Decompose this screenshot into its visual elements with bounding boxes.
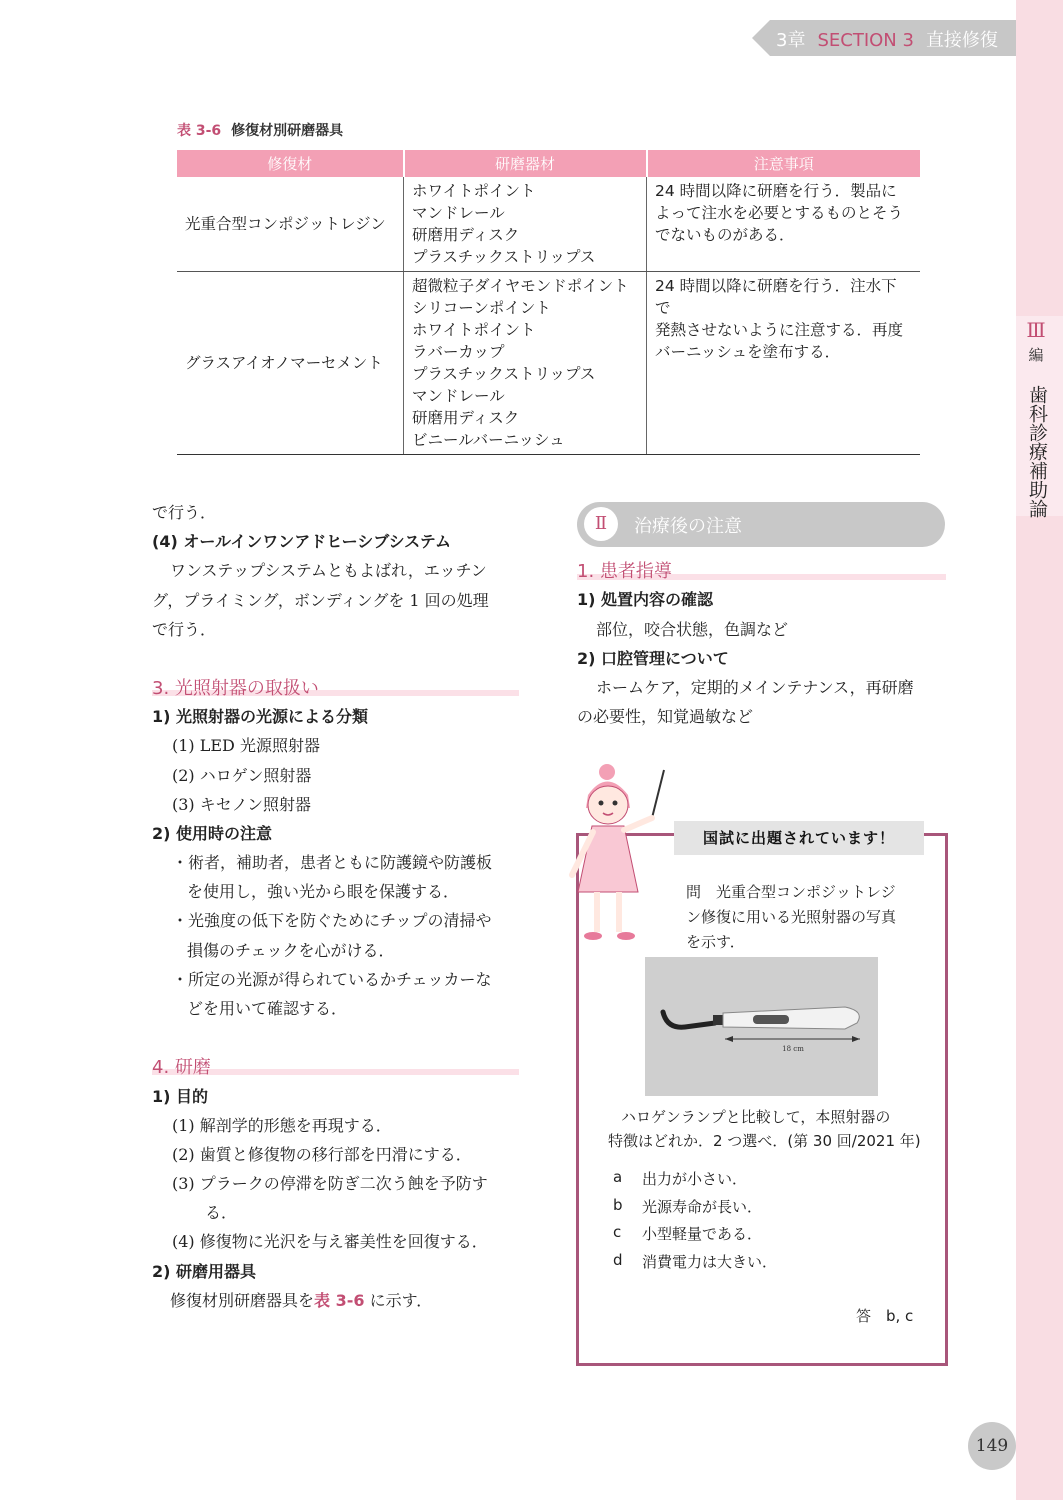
- running-header: [776, 26, 998, 52]
- list-item: ・術者，補助者，患者ともに防護鏡や防護板: [172, 853, 493, 872]
- item4-body-line: グ，プライミング，ボンディングを 1 回の処理: [152, 591, 489, 610]
- note-line: よって注水を必要とするものとそう: [655, 204, 904, 222]
- left-shoe: [584, 932, 602, 940]
- table-row: [177, 272, 920, 455]
- question-line: を示す．: [686, 933, 745, 951]
- table-cell-material: 光重合型コンポジットレジン: [177, 177, 404, 272]
- header-chapter: 3章: [776, 30, 806, 51]
- exam-label: 国試に出題されています！: [674, 821, 924, 855]
- tool-item: 研磨用ディスク: [412, 409, 520, 427]
- page-number: 149: [968, 1422, 1016, 1470]
- light-tip: [663, 1012, 715, 1027]
- list-item: (3) プラークの停滞を防ぎ二次う蝕を予防す: [172, 1174, 488, 1193]
- list-item: (1) LED 光源照射器: [172, 736, 320, 755]
- list-item: 損傷のチェックを心がける．: [187, 941, 395, 960]
- scale-arrowhead-right: [852, 1036, 860, 1042]
- right-sub2-body-line: の必要性，知覚過敏など: [577, 707, 754, 726]
- tool-item: マンドレール: [412, 387, 505, 405]
- question-line: 問 光重合型コンポジットレジ: [686, 883, 896, 901]
- dress: [578, 826, 638, 892]
- body-text: に示す．: [364, 1291, 433, 1310]
- right-sub1-body: 部位，咬合状態，色調など: [596, 620, 789, 639]
- question-line: ン修復に用いる光照射器の写真: [686, 908, 897, 926]
- section2-title: 治療後の注意: [634, 516, 742, 537]
- scale-label: 18 cm: [782, 1045, 804, 1053]
- part-numeral: Ⅲ: [1026, 318, 1046, 342]
- note-line: 24 時間以降に研磨を行う．注水下で: [655, 277, 897, 317]
- pointer-stick: [652, 770, 664, 818]
- table-cell-notes: [647, 272, 921, 455]
- tool-item: マンドレール: [412, 204, 505, 222]
- body-text: 修復材別研磨器具を: [170, 1291, 315, 1310]
- sec3-sub1-title: 1) 光照射器の光源による分類: [152, 707, 369, 726]
- question2-line: 特徴はどれか．2 つ選べ．(第 30 回/2021 年): [608, 1132, 921, 1150]
- nurse-illustration: [560, 760, 680, 950]
- note-line: 24 時間以降に研磨を行う．製品に: [655, 182, 897, 200]
- tool-item: 研磨用ディスク: [412, 226, 520, 244]
- table-cell-tools: [404, 177, 647, 272]
- tool-item: ビニールバーニッシュ: [412, 431, 565, 449]
- option-text: 出力が小さい．: [642, 1170, 748, 1188]
- table-cell-tools: [404, 272, 647, 455]
- answer: 答 b, c: [856, 1307, 914, 1325]
- column-header: 注意事項: [647, 150, 921, 177]
- list-item: (3) キセノン照射器: [172, 795, 311, 814]
- right-sub2-title: 2) 口腔管理について: [577, 649, 729, 668]
- list-item: (4) 修復物に光沢を与え審美性を回復する．: [172, 1232, 488, 1251]
- option-text: 消費電力は大きい．: [642, 1253, 778, 1271]
- section2-numeral: Ⅱ: [584, 507, 618, 541]
- patient-guidance-heading: 1. 患者指導: [577, 561, 672, 582]
- table-cell-material: グラスアイオノマーセメント: [177, 272, 404, 455]
- light-body: [723, 1007, 859, 1029]
- right-shoe: [617, 932, 635, 940]
- right-eye: [613, 801, 618, 806]
- option-key: d: [613, 1251, 623, 1269]
- table-number: 表 3-6: [177, 123, 222, 139]
- side-band: [1016, 0, 1063, 1500]
- note-line: でないものがある．: [655, 226, 795, 244]
- tool-item: ホワイトポイント: [412, 321, 536, 339]
- list-item: ・所定の光源が得られているかチェッカーな: [172, 970, 492, 989]
- list-item: る．: [205, 1203, 238, 1222]
- tool-item: プラスチックストリップス: [412, 365, 596, 383]
- section4-heading: 4. 研磨: [152, 1057, 211, 1078]
- note-line: 発熱させないように注意する．再度: [655, 321, 904, 339]
- tool-item: 超微粒子ダイヤモンドポイント: [412, 277, 629, 295]
- curing-light-drawing: [645, 957, 878, 1096]
- right-sub1-title: 1) 処置内容の確認: [577, 590, 714, 609]
- polishing-tools-table: [177, 150, 920, 455]
- right-leg: [616, 892, 622, 932]
- right-arm: [624, 818, 652, 830]
- option-key: a: [613, 1168, 623, 1186]
- part-suffix: 編: [1028, 346, 1044, 364]
- table-header-row: [177, 150, 920, 177]
- item4-body-line: ワンステップシステムともよばれ，エッチン: [170, 561, 487, 580]
- header-title: 直接修復: [925, 30, 998, 51]
- section2-banner: [577, 502, 945, 547]
- section3-heading: 3. 光照射器の取扱い: [152, 678, 319, 699]
- light-switch: [753, 1015, 789, 1024]
- column-header: 研磨器材: [404, 150, 647, 177]
- tool-item: シリコーンポイント: [412, 299, 551, 317]
- table-reference-link[interactable]: 表 3-6: [314, 1291, 365, 1310]
- hair-bun: [599, 764, 615, 780]
- sec4-sub2-title: 2) 研磨用器具: [152, 1262, 257, 1281]
- continued-text: で行う．: [152, 503, 217, 522]
- option-text: 小型軽量である．: [642, 1225, 763, 1243]
- list-item: (1) 解剖学的形態を再現する．: [172, 1116, 392, 1135]
- list-item: どを用いて確認する．: [187, 999, 348, 1018]
- sec3-sub2-title: 2) 使用時の注意: [152, 824, 273, 843]
- list-item: を使用し，強い光から眼を保護する．: [187, 882, 460, 901]
- list-item: ・光強度の低下を防ぐためにチップの清掃や: [172, 911, 492, 930]
- curing-light-photo: [645, 957, 878, 1096]
- table-cell-notes: [647, 177, 921, 272]
- question2-line: ハロゲンランプと比較して，本照射器の: [621, 1108, 891, 1126]
- table-caption: [177, 120, 343, 140]
- tool-item: プラスチックストリップス: [412, 248, 596, 266]
- tool-item: ホワイトポイント: [412, 182, 536, 200]
- sec4-sub2-body: [170, 1288, 432, 1311]
- column-header: 修復材: [177, 150, 404, 177]
- option-key: b: [613, 1196, 623, 1214]
- item4-title: (4) オールインワンアドヒーシブシステム: [152, 532, 452, 551]
- face: [588, 786, 628, 824]
- tool-item: ラバーカップ: [412, 343, 505, 361]
- list-item: (2) ハロゲン照射器: [172, 766, 312, 785]
- table-caption-text: 修復材別研磨器具: [231, 123, 344, 139]
- left-eye: [599, 801, 604, 806]
- scale-arrowhead-left: [725, 1036, 733, 1042]
- sec4-sub1-title: 1) 目的: [152, 1087, 209, 1106]
- part-title: 歯科診療補助論: [1026, 385, 1048, 518]
- header-section: SECTION 3: [817, 30, 914, 51]
- note-line: バーニッシュを塗布する．: [655, 343, 841, 361]
- list-item: (2) 歯質と修復物の移行部を円滑にする．: [172, 1145, 472, 1164]
- right-sub2-body-line: ホームケア，定期的メインテナンス，再研磨: [596, 678, 914, 697]
- option-key: c: [613, 1223, 622, 1241]
- item4-body-line: で行う．: [152, 620, 217, 639]
- tip-collar: [713, 1015, 723, 1025]
- option-text: 光源寿命が長い．: [642, 1198, 763, 1216]
- table-row: [177, 177, 920, 272]
- left-leg: [594, 892, 600, 932]
